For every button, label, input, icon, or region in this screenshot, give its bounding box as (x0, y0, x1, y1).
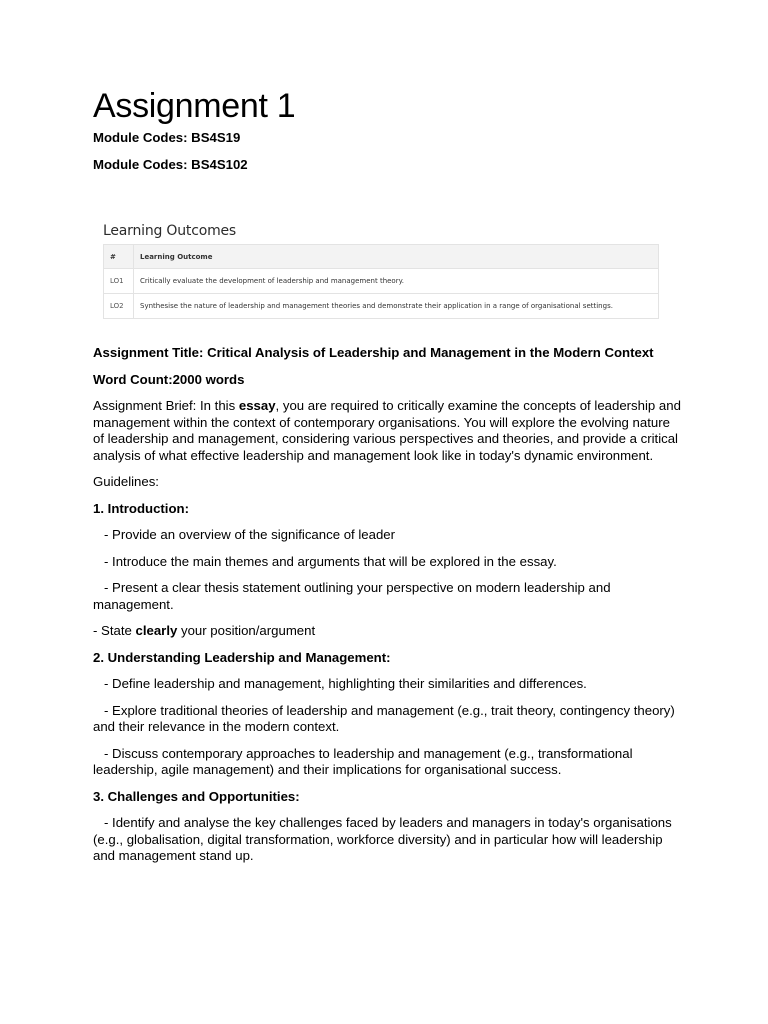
guideline-item-state-position (93, 623, 683, 640)
word-count: Word Count:2000 words (93, 371, 245, 387)
learning-outcomes-figure (103, 223, 659, 319)
outcome-text: Critically evaluate the development of leadership and management theory. (134, 269, 659, 294)
guideline-item: - Present a clear thesis statement outlining your perspective on modern leadership and management. (93, 580, 615, 612)
brief-emphasis: essay (238, 398, 276, 413)
state-emphasis: clearly (135, 623, 178, 638)
guidelines-label: Guidelines: (93, 474, 159, 489)
col-header-outcome: Learning Outcome (134, 245, 659, 269)
outcome-id: LO1 (104, 269, 134, 294)
assignment-title: Assignment Title: Critical Analysis of Leadership and Management in the Modern Context (93, 345, 654, 360)
module-code-2: Module Codes: BS4S102 (93, 156, 248, 172)
outcome-text: Synthesise the nature of leadership and management theories and demonstrate their application in a range of organisational settings. (134, 294, 659, 319)
assignment-brief (93, 398, 683, 464)
guideline-item: - Introduce the main themes and arguments that will be explored in the essay. (93, 553, 557, 569)
module-code-1: Module Codes: BS4S19 (93, 130, 241, 145)
page-title: Assignment 1 (93, 87, 296, 125)
section-heading-challenges: 3. Challenges and Opportunities: (93, 788, 300, 804)
guideline-item: - Explore traditional theories of leadership and management (e.g., trait theory, contingency theory) and their relevance in the modern context. (93, 702, 679, 734)
learning-outcomes-table (103, 244, 659, 319)
table-header-row (104, 245, 659, 269)
document-page (93, 86, 683, 865)
guideline-item: - Identify and analyse the key challenges faced by leaders and managers in today's organisations (e.g., globalisation, digital transformation, workforce diversity) and in particular how will leadership and management stand up. (93, 815, 676, 863)
guideline-item: - Provide an overview of the significance of leader (93, 527, 396, 542)
outcome-id: LO2 (104, 294, 134, 319)
brief-suffix: , you are required to critically examine the concepts of leadership and management within the context of contemporary organisations. You will explore the evolving nature of leadership and management, considering various perspectives and theories, and provide a critical analysis of what effective leadership and management look like in today's dynamic environment. (93, 398, 681, 463)
state-prefix: - State (93, 623, 136, 638)
section-heading-introduction: 1. Introduction: (93, 500, 189, 516)
section-heading-understanding: 2. Understanding Leadership and Management: (93, 649, 391, 665)
brief-prefix: Assignment Brief: In this (93, 398, 239, 413)
table-row (104, 294, 659, 319)
guideline-item: - Discuss contemporary approaches to leadership and management (e.g., transformational leadership, agile management) and their implications for organisational success. (93, 745, 637, 777)
table-row (104, 269, 659, 294)
state-suffix: your position/argument (177, 623, 316, 638)
col-header-number: # (104, 245, 134, 269)
guideline-item: - Define leadership and management, highlighting their similarities and differences. (93, 676, 587, 691)
learning-outcomes-heading: Learning Outcomes (103, 223, 237, 239)
